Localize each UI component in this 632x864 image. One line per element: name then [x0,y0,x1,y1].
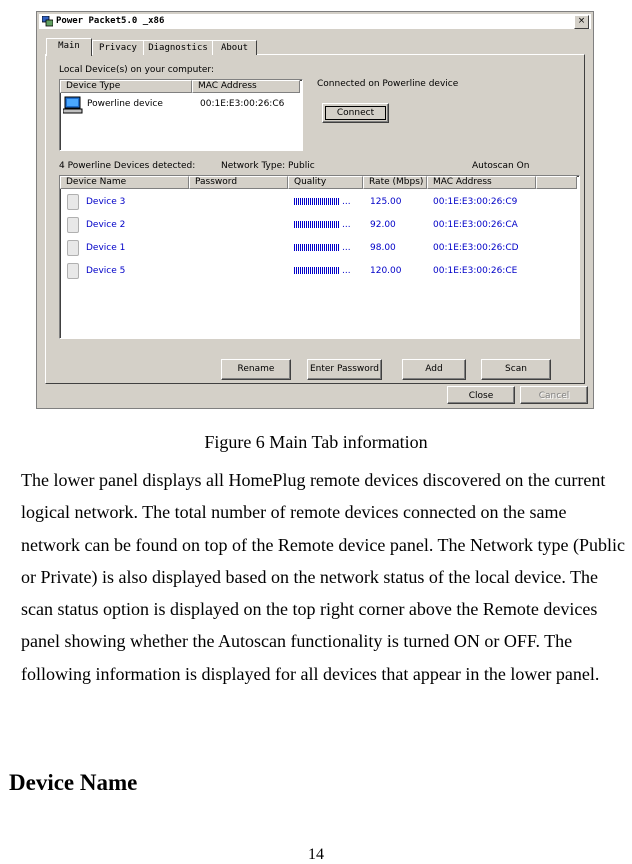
quality-ellipsis: ... [342,243,351,253]
quality-ellipsis: ... [342,220,351,230]
powerline-device-icon [67,240,79,256]
autoscan-status: Autoscan On [472,161,530,171]
window-title: Power Packet5.0 _x86 [56,16,165,26]
remote-device-count: 4 Powerline Devices detected: [59,161,196,171]
column-mac[interactable]: MAC Address [427,176,536,189]
device-name: Device 1 [86,243,126,253]
scan-button[interactable]: Scan [481,359,551,380]
device-mac: 00:1E:E3:00:26:CE [433,266,518,276]
add-button[interactable]: Add [402,359,466,380]
device-name: Device 2 [86,220,126,230]
remote-device-list[interactable] [59,175,580,339]
device-name: Device 3 [86,197,126,207]
device-mac: 00:1E:E3:00:26:C9 [433,197,518,207]
connection-status: Connected on Powerline device [317,79,459,89]
column-device-type[interactable]: Device Type [60,80,192,93]
column-device-name[interactable]: Device Name [60,176,189,189]
table-row[interactable] [60,215,577,235]
device-mac: 00:1E:E3:00:26:CA [433,220,518,230]
page-number: 14 [308,846,324,863]
tab-main[interactable]: Main [46,38,92,56]
device-rate: 125.00 [370,197,402,207]
quality-bars [294,198,340,205]
tab-diagnostics[interactable]: Diagnostics [143,40,213,55]
tab-about[interactable]: About [212,40,257,55]
figure-caption: Figure 6 Main Tab information [204,432,428,452]
quality-bars [294,244,340,251]
device-rate: 120.00 [370,266,402,276]
rename-button[interactable]: Rename [221,359,291,380]
table-row[interactable] [60,238,577,258]
column-filler [536,176,577,189]
section-heading: Device Name [9,770,138,795]
quality-ellipsis: ... [342,197,351,207]
connect-button[interactable]: Connect [322,103,389,123]
body-paragraph: The lower panel displays all HomePlug remote devices discovered on the current logical network. The total number of remote devices connected on the same network can be found on top of the Remote device panel. The Network type (Public or Private) is also displayed based on the network status of the local device. The scan status option is displayed on the top right corner above the Remote devices panel showing whether the Autoscan functionality is turned ON or OFF. The following information is displayed for all devices that appear in the lower panel. [21,470,625,684]
table-row[interactable] [60,261,577,281]
powerline-device-icon [67,263,79,279]
app-window-screenshot [36,11,594,409]
column-rate[interactable]: Rate (Mbps) [363,176,427,189]
quality-bars [294,221,340,228]
column-mac-address[interactable]: MAC Address [192,80,300,93]
quality-ellipsis: ... [342,266,351,276]
local-devices-label: Local Device(s) on your computer: [59,65,214,75]
local-device-type: Powerline device [87,99,163,109]
enter-password-button[interactable]: Enter Password [307,359,382,380]
title-bar [39,14,591,30]
quality-bars [294,267,340,274]
app-icon [42,16,53,27]
powerline-device-icon [67,194,79,210]
computer-icon [63,96,83,114]
network-type: Network Type: Public [221,161,315,171]
device-rate: 98.00 [370,243,396,253]
device-mac: 00:1E:E3:00:26:CD [433,243,519,253]
cancel-button[interactable]: Cancel [520,386,588,404]
main-tab-panel [45,54,585,384]
local-device-list[interactable] [59,79,303,151]
tab-privacy[interactable]: Privacy [92,40,144,55]
column-quality[interactable]: Quality [288,176,363,189]
table-row[interactable] [60,192,577,212]
device-name: Device 5 [86,266,126,276]
window-close-icon[interactable]: × [574,15,589,29]
column-password[interactable]: Password [189,176,288,189]
local-device-row[interactable] [60,94,300,116]
device-rate: 92.00 [370,220,396,230]
powerline-device-icon [67,217,79,233]
local-device-mac: 00:1E:E3:00:26:C6 [200,99,285,109]
close-button[interactable]: Close [447,386,515,404]
